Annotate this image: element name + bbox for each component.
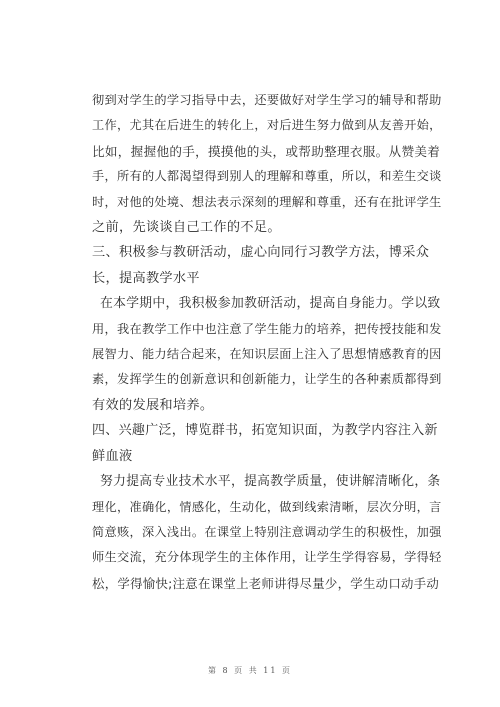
section-heading-line: 鲜血液: [92, 448, 133, 464]
text-line: 松，学得愉快;注意在课堂上老师讲得尽量少，学生动口动手动: [92, 575, 440, 591]
paragraph-first-line: 在本学期中，我积极参加教研活动，提高自身能力。学以致: [100, 296, 441, 312]
text-line: 有效的发展和培养。: [92, 397, 214, 413]
paragraph-first-line: 努力提高专业技术水平，提高教学质量，使讲解清晰化，条: [100, 474, 441, 490]
text-line: 展智力、能力结合起来，在知识层面上注入了思想情感教育的因: [92, 347, 442, 362]
text-line: 理化，准确化，情感化，生动化，做到线索清晰，层次分明，言: [92, 499, 442, 514]
section-heading-line: 长，提高教学水平: [92, 270, 200, 286]
text-line: 之前，先谈谈自己工作的不足。: [92, 220, 281, 236]
text-line: 素，发挥学生的创新意识和创新能力，让学生的各种素质都得到: [92, 372, 442, 387]
page-number-footer: 第 8 页 共 11 页: [208, 666, 292, 675]
document-body: [92, 88, 442, 596]
text-line: 简意赅，深入浅出。在课堂上特别注意调动学生的积极性，加强: [92, 524, 442, 539]
text-line: 时，对他的处境、想法表示深刻的理解和尊重，还有在批评学生: [92, 194, 442, 209]
text-line: 师生交流，充分体现学生的主体作用，让学生学得容易，学得轻: [92, 550, 442, 565]
text-line: 比如，握握他的手，摸摸他的头，或帮助整理衣服。从赞美着: [92, 143, 441, 159]
text-line: 用，我在教学工作中也注意了学生能力的培养，把传授技能和发: [92, 321, 442, 336]
text-line: 彻到对学生的学习指导中去，还要做好对学生学习的辅导和帮助: [92, 93, 442, 107]
text-line: 手，所有的人都渴望得到别人的理解和尊重，所以，和差生交谈: [92, 169, 442, 184]
section-heading-line: 三、积极参与教研活动，虚心向同行习教学方法，博采众: [92, 245, 430, 261]
section-heading-line: 四、兴趣广泛，博览群书，拓宽知识面，为教学内容注入新: [92, 423, 438, 439]
text-line: 工作，尤其在后进生的转化上，对后进生努力做到从友善开始，: [92, 118, 442, 133]
